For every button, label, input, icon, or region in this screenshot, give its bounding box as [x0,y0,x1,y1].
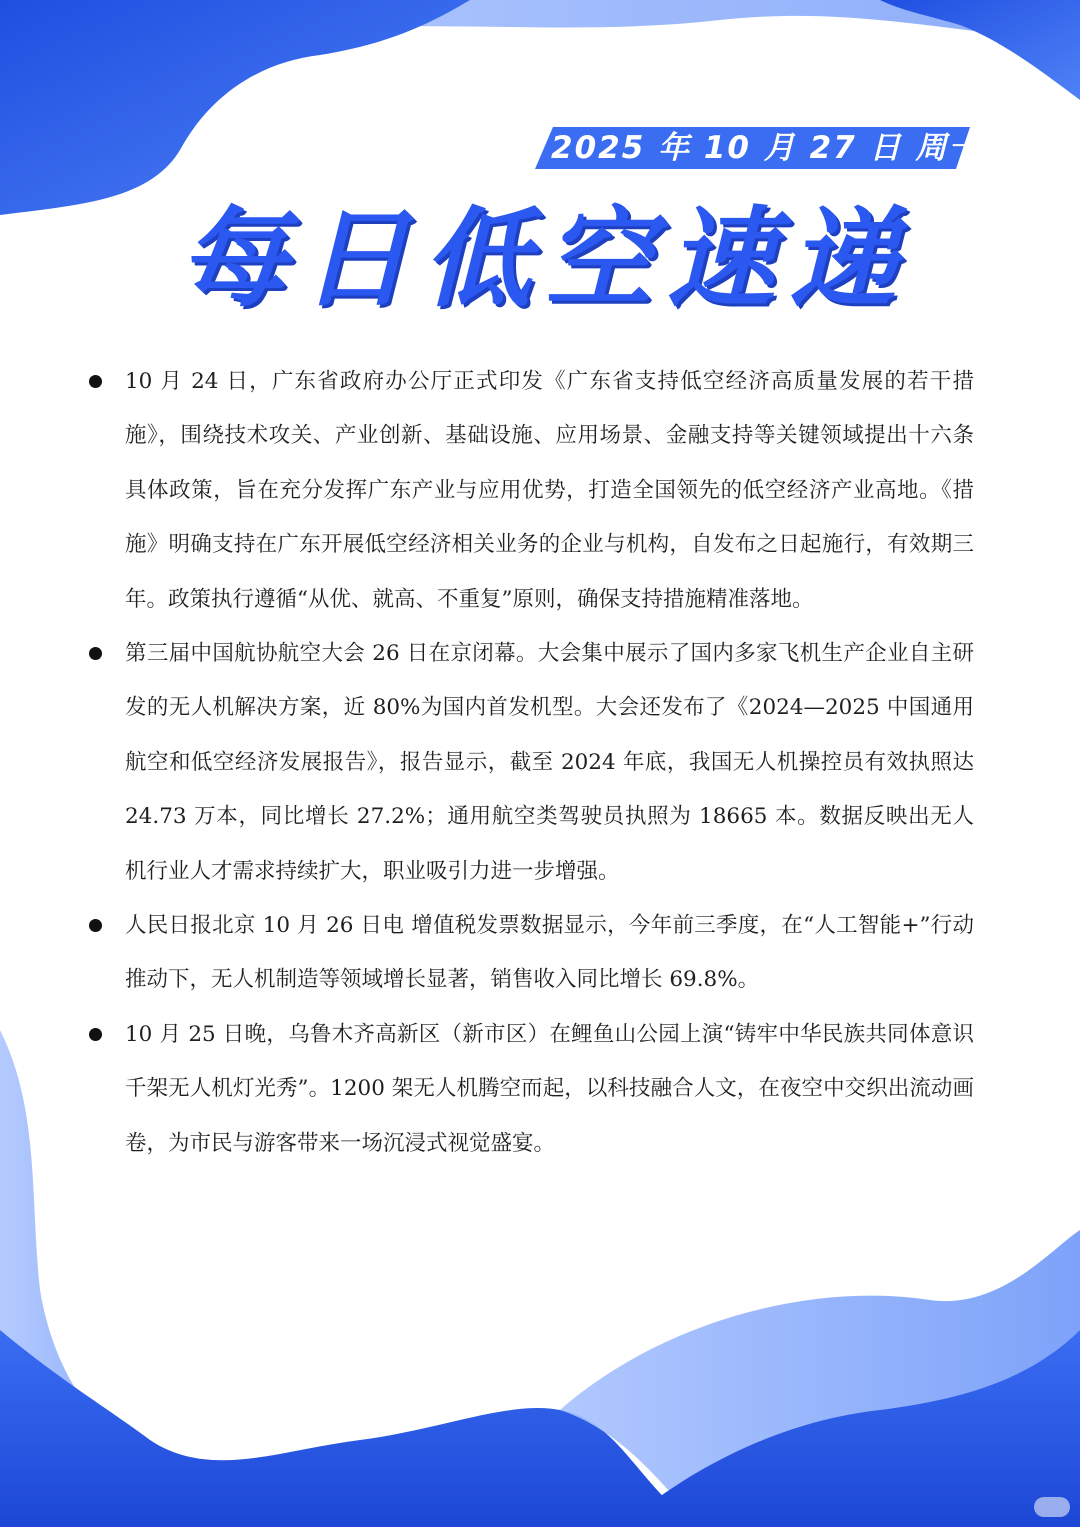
news-text: 10 月 25 日晚，乌鲁木齐高新区（新市区）在鲤鱼山公园上演“铸牢中华民族共同体意识 千架无人机灯光秀”。1200 架无人机腾空而起，以科技融合人文，在夜空中交织出流动画卷，为市民与游客带来一场沉浸式视觉盛宴。 [125,1021,974,1156]
news-item [86,355,974,627]
bullet-icon [89,1028,102,1041]
watermark-badge [1034,1497,1070,1517]
page-title: 每日低空速递 [178,197,911,322]
bullet-icon [89,647,102,660]
news-text: 10 月 24 日，广东省政府办公厅正式印发《广东省支持低空经济高质量发展的若干措施》，围绕技术攻关、产业创新、基础设施、应用场景、金融支持等关键领域提出十六条具体政策，旨在充分发挥广东产业与应用优势，打造全国领先的低空经济产业高地。《措施》明确支持在广东开展低空经济相关业务的企业与机构，自发布之日起施行，有效期三年。政策执行遵循“从优、就高、不重复”原则，确保支持措施精准落地。 [125,369,974,612]
news-item [86,1008,974,1171]
bullet-icon [89,919,102,932]
news-list [86,355,974,1171]
news-text: 人民日报北京 10 月 26 日电 增值税发票数据显示，今年前三季度，在“人工智能+”行动推动下，无人机制造等领域增长显著，销售收入同比增长 69.8%。 [125,913,974,993]
bullet-icon [89,375,102,388]
date-label: 2025 年 10 月 27 日 周一 [551,130,982,166]
news-text: 第三届中国航协航空大会 26 日在京闭幕。大会集中展示了国内多家飞机生产企业自主研发的无人机解决方案，近 80%为国内首发机型。大会还发布了《2024—2025 中国通用航空和低空经济发展报告》，报告显示，截至 2024 年底，我国无人机操控员有效执照达 24.73 万本，同比增长 27.2%；通用航空类驾驶员执照为 18665 本。数据反映出无人机行业人才需求持续扩大，职业吸引力进一步增强。 [125,641,974,884]
news-item [86,627,974,899]
news-item [86,899,974,1008]
